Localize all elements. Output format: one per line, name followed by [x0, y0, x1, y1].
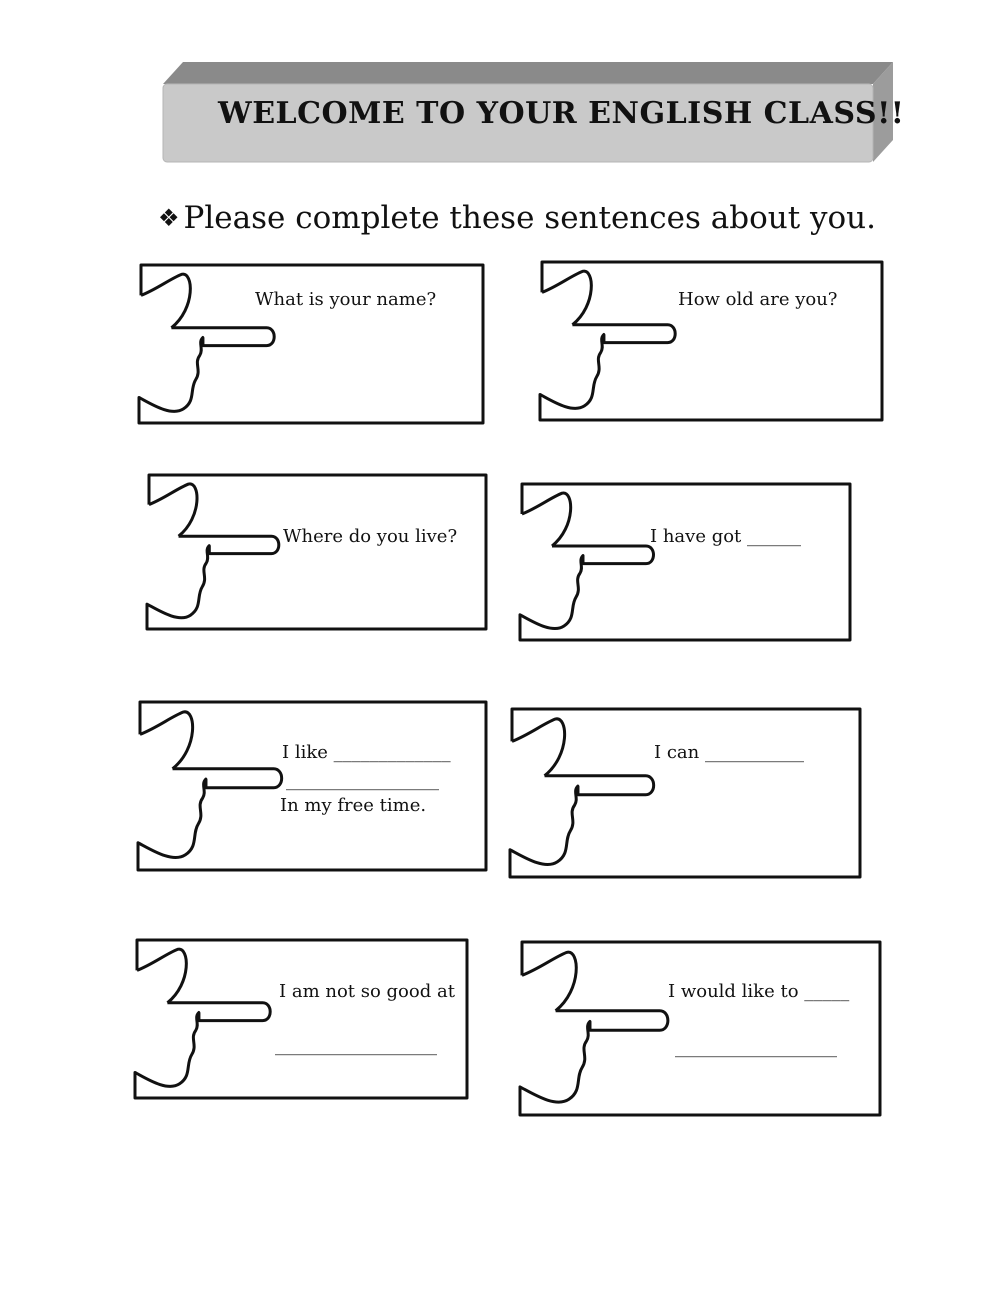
answer-blank: __________________ [275, 1035, 437, 1056]
speech-card-like [136, 700, 488, 872]
speech-card-not-good-at [133, 938, 469, 1100]
prompt-text: I like _____________ [282, 742, 451, 763]
face-profile-icon [133, 938, 469, 1100]
speech-card-would-like [518, 940, 882, 1117]
prompt-text: I am not so good at [279, 981, 455, 1002]
face-profile-icon [145, 473, 488, 631]
prompt-text: What is your name? [255, 289, 437, 310]
prompt-text: I have got ______ [650, 526, 802, 547]
speech-card-age [538, 260, 884, 422]
speech-card-can [508, 707, 862, 879]
prompt-text-continued: In my free time. [280, 795, 427, 816]
diamond-bullet-icon: ❖ [158, 204, 180, 232]
speech-card-live [145, 473, 488, 631]
face-profile-icon [518, 940, 882, 1117]
title-banner [0, 0, 1000, 180]
prompt-text: Where do you live? [283, 526, 458, 547]
prompt-text: I would like to _____ [668, 981, 850, 1002]
prompt-text: I can ___________ [654, 742, 804, 763]
speech-card-have-got [518, 482, 852, 642]
banner-shape [0, 0, 1000, 180]
speech-card-name [137, 263, 485, 425]
answer-blank: _________________ [286, 770, 439, 791]
page-title: WELCOME TO YOUR ENGLISH CLASS!! [218, 96, 905, 131]
face-profile-icon [518, 482, 852, 642]
face-profile-icon [137, 263, 485, 425]
instruction-line [158, 200, 876, 236]
prompt-text: How old are you? [678, 289, 838, 310]
face-profile-icon [538, 260, 884, 422]
face-profile-icon [508, 707, 862, 879]
answer-blank: __________________ [675, 1037, 837, 1058]
instruction-text: Please complete these sentences about you. [183, 200, 877, 236]
